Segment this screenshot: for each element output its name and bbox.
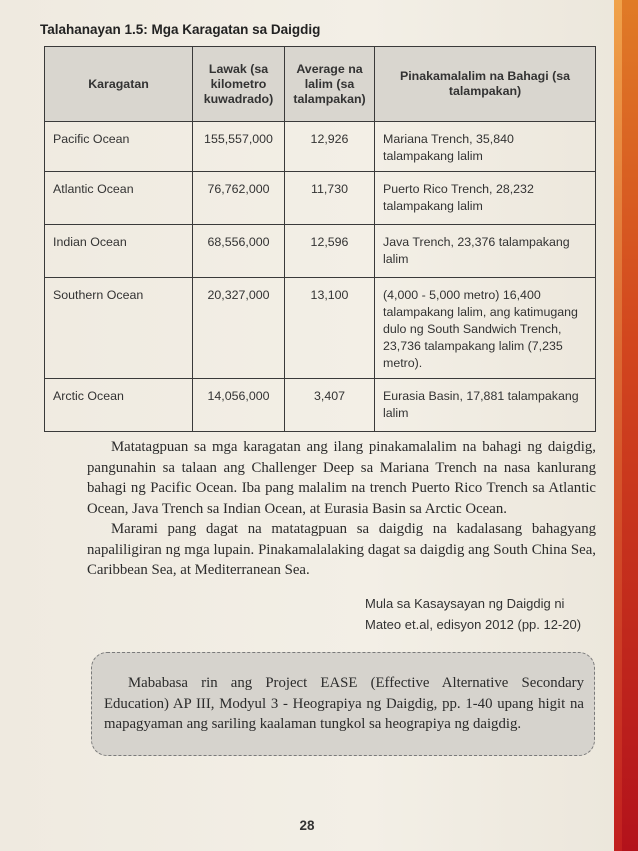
ocean-deepest-part: Eurasia Basin, 17,881 talampakang lalim (375, 379, 596, 432)
ocean-average-depth: 12,596 (285, 225, 375, 278)
page-number: 28 (299, 818, 315, 833)
table-row (45, 278, 596, 379)
ocean-average-depth: 3,407 (285, 379, 375, 432)
paragraph: Matatagpuan sa mga karagatan ang ilang pinakamalalim na bahagi ng daigdig, pangunahin sa talaan ang Challenger Deep sa Mariana Trench na nasa kanlurang bahagi ng Pacific Ocean. Iba pang malalim na trench Puerto Rico Trench sa Atlantic Ocean, Java Trench sa Indian Ocean, at Eurasia Basin sa Arctic Ocean. (87, 439, 596, 517)
note-box (91, 652, 595, 756)
header-average-lalim: Average na lalim (sa talampakan) (285, 47, 375, 122)
header-lawak: Lawak (sa kilometro kuwadrado) (193, 47, 285, 122)
ocean-deepest-part: (4,000 - 5,000 metro) 16,400 talampakang lalim, ang katimugang dulo ng South Sandwich Trench, 23,736 talampakang lalim (7,235 metro). (375, 278, 596, 379)
ocean-deepest-part: Mariana Trench, 35,840 talampakang lalim (375, 122, 596, 172)
ocean-deepest-part: Java Trench, 23,376 talampakang lalim (375, 225, 596, 278)
side-color-band-edge (614, 0, 622, 851)
ocean-average-depth: 11,730 (285, 172, 375, 225)
ocean-area: 76,762,000 (193, 172, 285, 225)
source-citation (365, 593, 581, 635)
side-color-band (614, 0, 638, 851)
ocean-area: 68,556,000 (193, 225, 285, 278)
header-karagatan: Karagatan (45, 47, 193, 122)
source-line: Mula sa Kasaysayan ng Daigdig ni (365, 596, 565, 611)
table-row (45, 379, 596, 432)
oceans-table (44, 46, 596, 432)
body-text (87, 437, 596, 581)
ocean-area: 155,557,000 (193, 122, 285, 172)
ocean-name: Pacific Ocean (45, 122, 193, 172)
table-title: Talahanayan 1.5: Mga Karagatan sa Daigdig (40, 22, 321, 37)
source-line: Mateo et.al, edisyon 2012 (pp. 12-20) (365, 617, 582, 632)
ocean-name: Indian Ocean (45, 225, 193, 278)
table-row (45, 122, 596, 172)
ocean-name: Southern Ocean (45, 278, 193, 379)
ocean-name: Atlantic Ocean (45, 172, 193, 225)
ocean-area: 20,327,000 (193, 278, 285, 379)
ocean-average-depth: 13,100 (285, 278, 375, 379)
table-row (45, 172, 596, 225)
ocean-name: Arctic Ocean (45, 379, 193, 432)
header-pinakamalalim: Pinakamalalim na Bahagi (sa talampakan) (375, 47, 596, 122)
ocean-deepest-part: Puerto Rico Trench, 28,232 talampakang lalim (375, 172, 596, 225)
ocean-area: 14,056,000 (193, 379, 285, 432)
table-row (45, 225, 596, 278)
ocean-average-depth: 12,926 (285, 122, 375, 172)
table-header-row (45, 47, 596, 122)
note-text: Mababasa rin ang Project EASE (Effective Alternative Secondary Education) AP III, Modyul 3 - Heograpiya ng Daigdig, pp. 1-40 upang higit na mapagyaman ang sariling kaalaman tungkol sa heograpiya ng daigdig. (104, 675, 584, 732)
paragraph: Marami pang dagat na matatagpuan sa daigdig na kadalasang bahagyang napaliligiran ng mga lupain. Pinakamalalaking dagat sa daigdig ang South China Sea, Caribbean Sea, at Mediterranean Sea. (87, 521, 596, 578)
